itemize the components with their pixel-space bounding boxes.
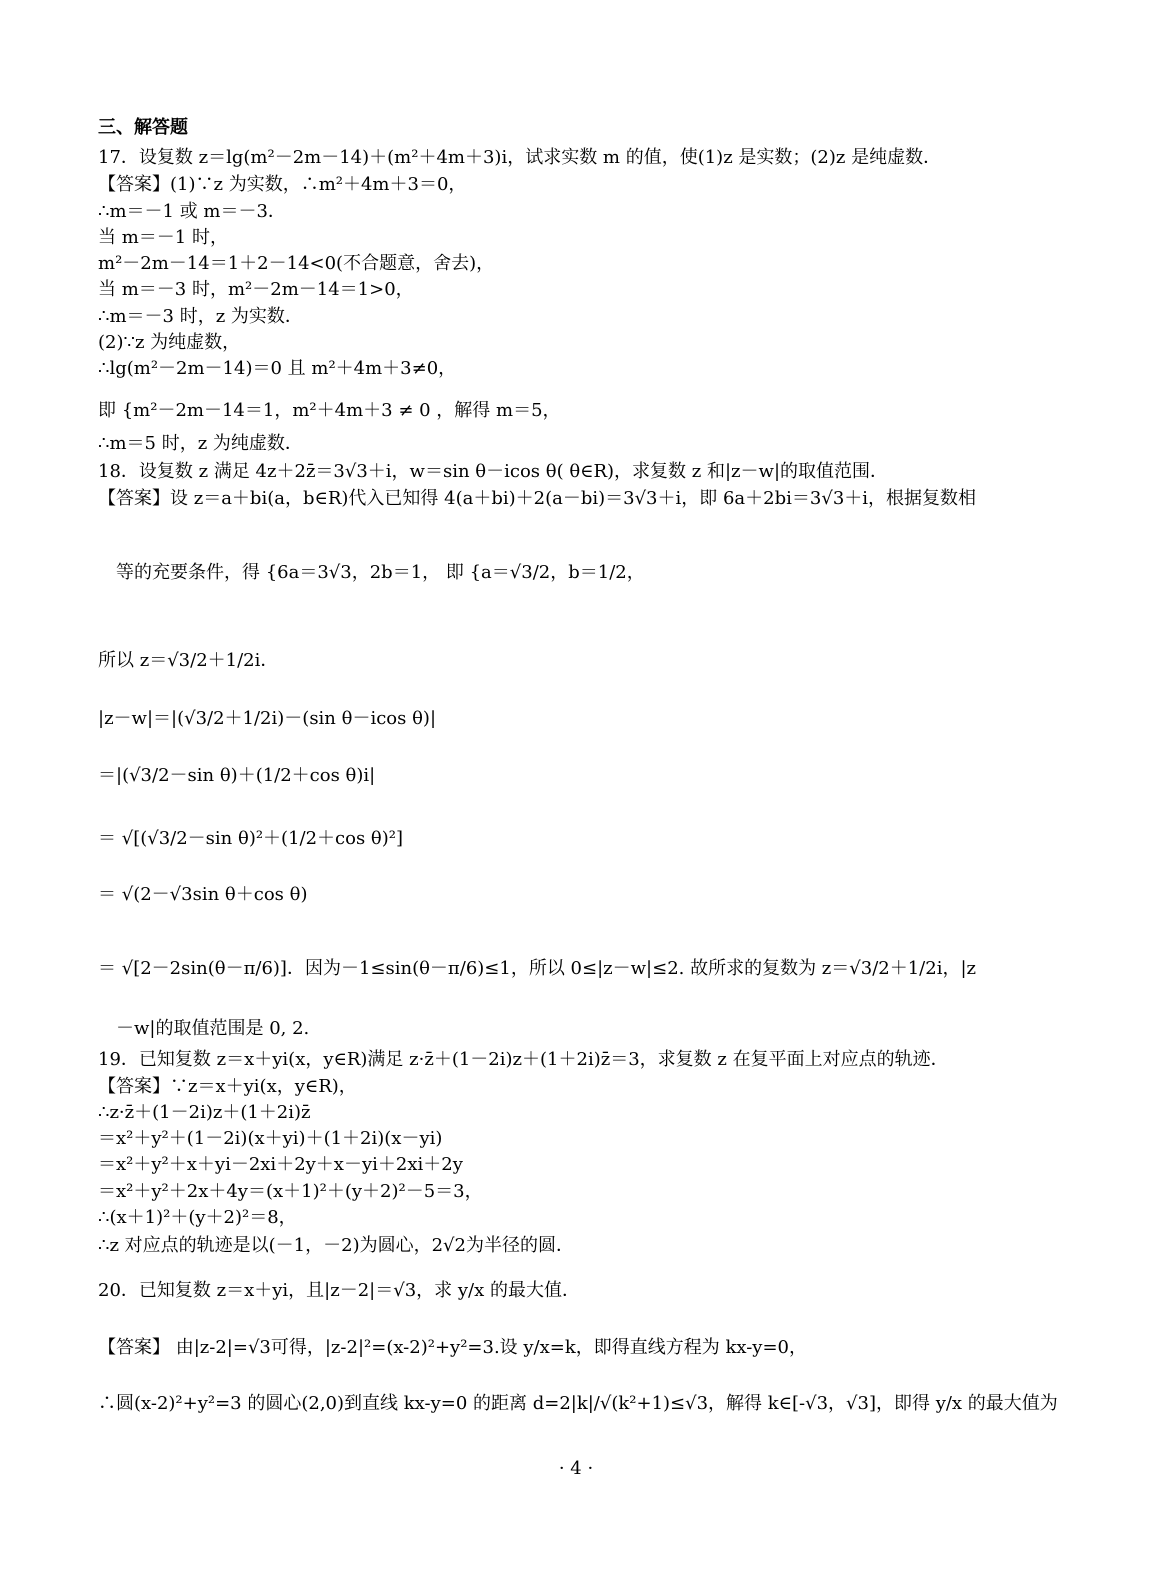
text-line: ＝x²＋y²＋(1－2i)(x＋yi)＋(1＋2i)(x－yi) (98, 1128, 443, 1149)
text-line: ＝ √[(√3/2－sin θ)²＋(1/2＋cos θ)²] (98, 828, 404, 849)
text-line: ∴m＝－3 时，z 为实数． (98, 306, 303, 327)
text-line: ＝ √(2－√3sin θ＋cos θ) (98, 884, 308, 905)
text-line: 所以 z＝√3/2＋1/2i． (98, 650, 279, 671)
text-line: 等的充要条件，得 {6a＝3√3，2b＝1， 即 {a＝√3/2，b＝1/2， (98, 562, 645, 583)
text-line: (2)∵z 为纯虚数， (98, 332, 241, 353)
page-number: · 4 · (558, 1458, 594, 1479)
text-line: ＝|(√3/2－sin θ)＋(1/2＋cos θ)i| (98, 765, 376, 786)
text-line: 即 {m²－2m－14＝1，m²＋4m＋3 ≠ 0 ，解得 m＝5， (98, 400, 561, 421)
text-line: ∴(x＋1)²＋(y＋2)²＝8， (98, 1207, 297, 1228)
text-line: 18．设复数 z 满足 4z＋2z̄＝3√3＋i，w＝sin θ－icos θ( θ∈R)，求复数 z 和|z－w|的取值范围． (98, 461, 889, 482)
text-line: －w|的取值范围是 0, 2. (98, 1018, 310, 1039)
text-line: ∴z·z̄＋(1－2i)z＋(1＋2i)z̄ (98, 1102, 311, 1123)
text-line: ＝ √[2－2sin(θ－π/6)]．因为－1≤sin(θ－π/6)≤1，所以 0≤|z－w|≤2. 故所求的复数为 z＝√3/2＋1/2i，|z (98, 958, 977, 979)
text-line: 19．已知复数 z＝x＋yi(x，y∈R)满足 z·z̄＋(1－2i)z＋(1＋2i)z̄＝3，求复数 z 在复平面上对应点的轨迹． (98, 1049, 949, 1070)
text-line: ＝x²＋y²＋x＋yi－2xi＋2y＋x－yi＋2xi＋2y (98, 1154, 463, 1175)
text-line: ＝x²＋y²＋2x＋4y＝(x＋1)²＋(y＋2)²－5＝3， (98, 1181, 483, 1202)
text-line: 【答案】(1)∵z 为实数，∴m²＋4m＋3＝0， (98, 174, 467, 195)
section-title: 三、解答题 (98, 117, 188, 138)
text-line: ∴z 对应点的轨迹是以(－1，－2)为圆心，2√2为半径的圆． (98, 1235, 574, 1256)
text-line: 20．已知复数 z＝x＋yi，且|z－2|＝√3，求 y/x 的最大值． (98, 1280, 580, 1301)
text-line: 当 m＝－1 时， (98, 227, 228, 248)
text-line: 【答案】 由|z-2|=√3可得，|z-2|²=(x-2)²+y²=3.设 y/x=k，即得直线方程为 kx-y=0， (98, 1337, 808, 1358)
text-line: 17．设复数 z＝lg(m²－2m－14)＋(m²＋4m＋3)i，试求实数 m 的值，使(1)z 是实数；(2)z 是纯虚数． (98, 147, 942, 168)
text-line: ∴lg(m²－2m－14)＝0 且 m²＋4m＋3≠0， (98, 358, 457, 379)
text-line: |z－w|＝|(√3/2＋1/2i)－(sin θ－icos θ)| (98, 708, 437, 729)
text-line: 【答案】∵z＝x＋yi(x，y∈R)， (98, 1076, 357, 1097)
text-line: ∴m＝5 时，z 为纯虚数． (98, 433, 303, 454)
text-line: m²－2m－14＝1＋2－14<0(不合题意，舍去)， (98, 253, 495, 274)
text-line: ∴圆(x-2)²+y²=3 的圆心(2,0)到直线 kx-y=0 的距离 d=2|k|/√(k²+1)≤√3，解得 k∈[-√3，√3]，即得 y/x 的最大值为 (98, 1393, 1058, 1414)
text-line: 当 m＝－3 时，m²－2m－14＝1>0， (98, 279, 414, 300)
text-line: ∴m＝－1 或 m＝－3． (98, 201, 286, 222)
text-line: 【答案】设 z＝a＋bi(a，b∈R)代入已知得 4(a＋bi)＋2(a－bi)＝3√3＋i，即 6a＋2bi＝3√3＋i，根据复数相 (98, 488, 977, 509)
